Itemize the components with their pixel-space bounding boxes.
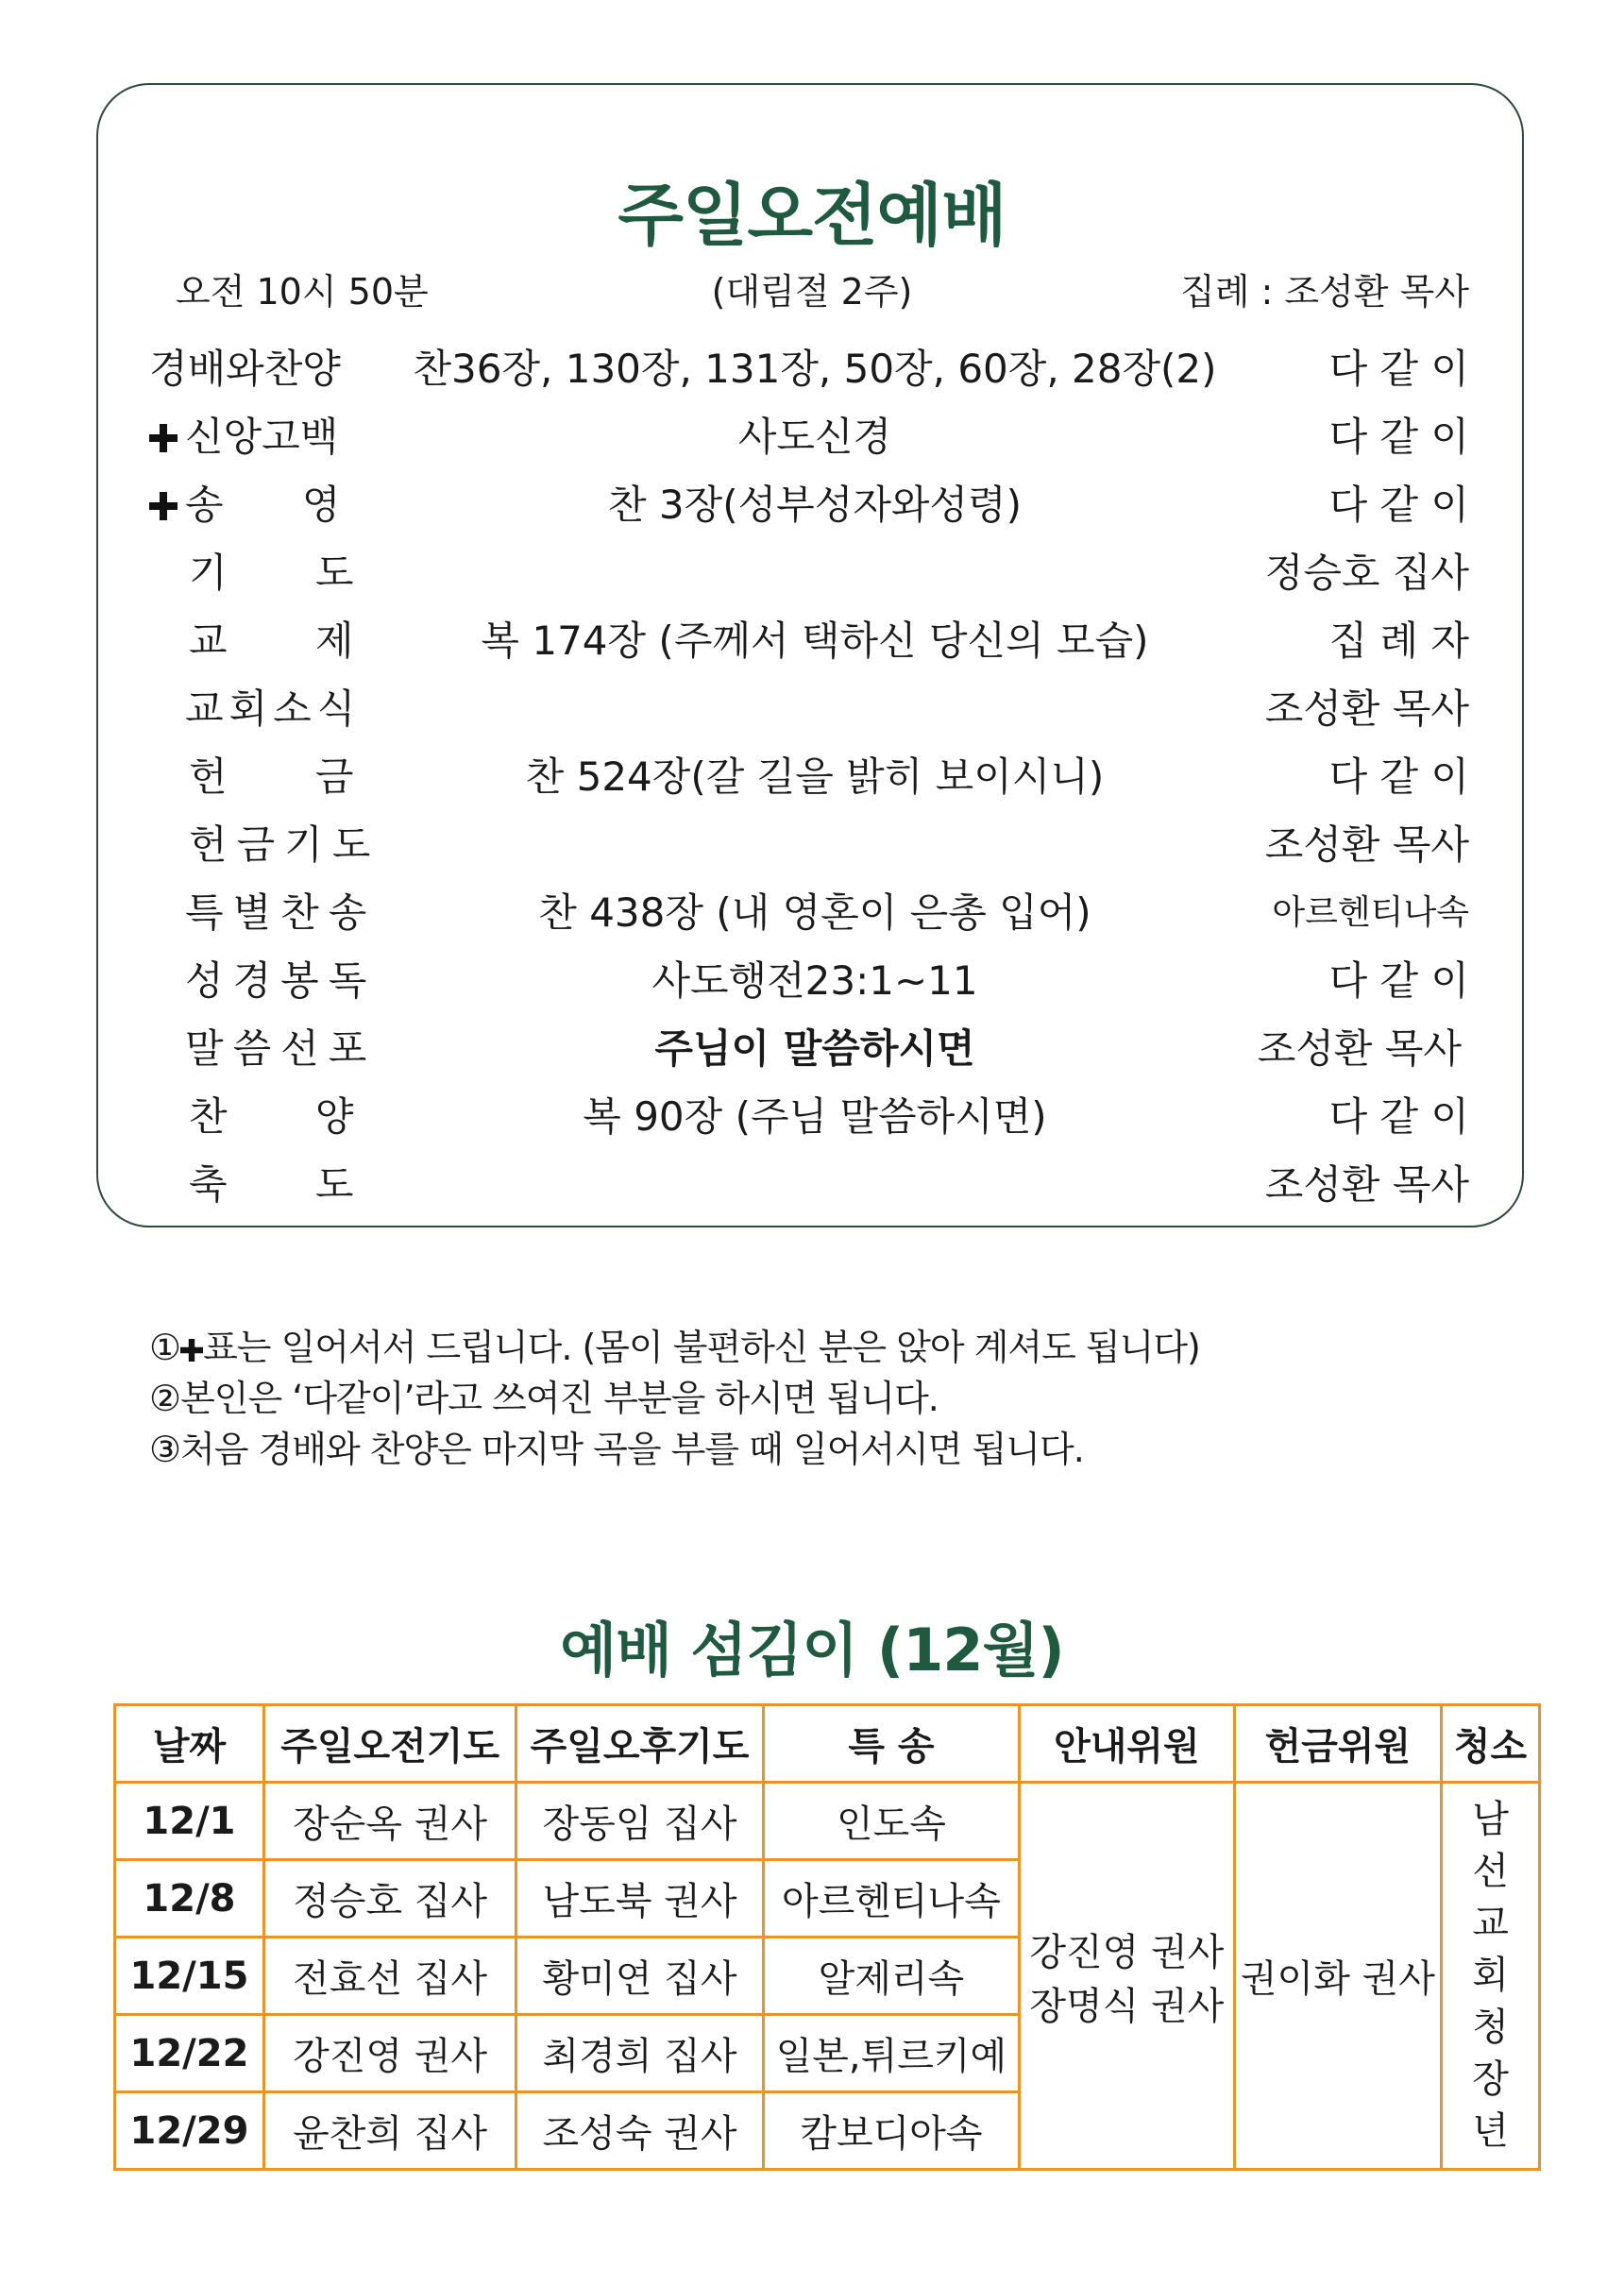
order-item-leader: 다 같 이 bbox=[1328, 753, 1469, 800]
cleaning-char: 청 bbox=[1472, 2006, 1509, 2049]
order-row bbox=[0, 471, 1624, 539]
sermon-title: 주님이 말씀하시면 bbox=[654, 1025, 975, 1072]
cleaning-char: 회 bbox=[1472, 1954, 1509, 1997]
order-item-name: 헌 금 bbox=[189, 753, 354, 800]
order-item-name: 성경봉독 bbox=[185, 957, 377, 1004]
order-row bbox=[0, 1083, 1624, 1151]
order-item-leader: 집 례 자 bbox=[1328, 618, 1469, 664]
header-cleaning: 청소 bbox=[1442, 1705, 1540, 1783]
date-cell: 12/1 bbox=[115, 1783, 264, 1860]
order-item-content: 찬36장, 130장, 131장, 50장, 60장, 28장(2) bbox=[413, 346, 1217, 392]
morning-prayer-cell: 강진영 권사 bbox=[263, 2015, 516, 2092]
note-together: ②본인은 ‘다같이’라고 쓰여진 부분을 하시면 됩니다. bbox=[149, 1378, 939, 1419]
order-row bbox=[0, 947, 1624, 1015]
order-item-name: 신앙고백 bbox=[185, 414, 339, 460]
special-song-cell: 아르헨티나속 bbox=[763, 1860, 1019, 1938]
order-row bbox=[0, 335, 1624, 403]
order-item-name: 찬 양 bbox=[189, 1093, 354, 1140]
order-item-name: 특별찬송 bbox=[185, 889, 377, 936]
header-afternoon-prayer: 주일오후기도 bbox=[516, 1705, 763, 1783]
worship-title: 주일오전예배 bbox=[617, 176, 1007, 255]
order-item-leader: 다 같 이 bbox=[1328, 957, 1469, 1004]
cleaning-char: 교 bbox=[1472, 1902, 1509, 1945]
special-song-cell: 캄보디아속 bbox=[763, 2092, 1019, 2170]
order-row bbox=[0, 403, 1624, 471]
order-item-name: 송 영 bbox=[185, 482, 341, 528]
order-item-leader: 다 같 이 bbox=[1328, 1093, 1469, 1140]
order-item-content: 찬 438장 (내 영혼이 은총 입어) bbox=[538, 889, 1091, 936]
worship-time: 오전 10시 50분 bbox=[176, 271, 429, 313]
order-item-content: 찬 524장(갈 길을 밝히 보이시니) bbox=[525, 753, 1105, 800]
order-row bbox=[0, 811, 1624, 879]
cleaning-char: 년 bbox=[1472, 2109, 1509, 2153]
cleaning-char: 선 bbox=[1472, 1850, 1509, 1893]
schedule-table bbox=[113, 1703, 1541, 2171]
ushers-cell bbox=[1020, 1783, 1235, 2170]
order-row bbox=[0, 879, 1624, 947]
special-song-cell: 일본,튀르키예 bbox=[763, 2015, 1019, 2092]
note-standing: ① 표는 일어서서 드립니다. (몸이 불편하신 분은 앉아 계셔도 됩니다) bbox=[149, 1327, 1200, 1368]
date-cell: 12/8 bbox=[115, 1860, 264, 1938]
order-item-content: 찬 3장(성부성자와성령) bbox=[608, 482, 1022, 528]
cleaning-char: 남 bbox=[1472, 1798, 1509, 1841]
standing-cross-icon bbox=[149, 492, 178, 520]
order-item-leader: 조성환 목사 bbox=[1257, 1025, 1462, 1072]
order-item-name: 축 도 bbox=[189, 1161, 354, 1208]
order-item-name: 말씀선포 bbox=[185, 1025, 377, 1072]
afternoon-prayer-cell: 최경희 집사 bbox=[516, 2015, 763, 2092]
usher-name: 장명식 권사 bbox=[1029, 1984, 1225, 2028]
order-item-leader: 조성환 목사 bbox=[1264, 821, 1469, 868]
header-offering: 헌금위원 bbox=[1234, 1705, 1442, 1783]
afternoon-prayer-cell: 장동임 집사 bbox=[516, 1783, 763, 1860]
order-row bbox=[0, 539, 1624, 607]
morning-prayer-cell: 윤찬희 집사 bbox=[263, 2092, 516, 2170]
order-item-name: 경배와찬양 bbox=[149, 346, 341, 392]
special-song-cell: 인도속 bbox=[763, 1783, 1019, 1860]
order-row bbox=[0, 1015, 1624, 1083]
date-cell: 12/22 bbox=[115, 2015, 264, 2092]
worship-officiant: 집례 : 조성환 목사 bbox=[1180, 271, 1469, 313]
morning-prayer-cell: 정승호 집사 bbox=[263, 1860, 516, 1938]
order-item-content: 사도행전23:1~11 bbox=[651, 957, 978, 1004]
cleaning-char: 장 bbox=[1472, 2057, 1509, 2101]
date-cell: 12/15 bbox=[115, 1938, 264, 2015]
special-song-cell: 알제리속 bbox=[763, 1938, 1019, 2015]
schedule-title: 예배 섬김이 (12월) bbox=[560, 1616, 1064, 1684]
afternoon-prayer-cell: 황미연 집사 bbox=[516, 1938, 763, 2015]
table-row bbox=[115, 1783, 1540, 1860]
usher-name: 강진영 권사 bbox=[1029, 1930, 1225, 1974]
note-praise: ③처음 경배와 찬양은 마지막 곡을 부를 때 일어서시면 됩니다. bbox=[149, 1429, 1084, 1470]
afternoon-prayer-cell: 조성숙 권사 bbox=[516, 2092, 763, 2170]
order-item-content: 복 174장 (주께서 택하신 당신의 모습) bbox=[481, 618, 1149, 664]
order-item-name: 헌금기도 bbox=[189, 821, 381, 868]
offering-name: 권이화 권사 bbox=[1240, 1957, 1435, 2001]
morning-prayer-cell: 전효선 집사 bbox=[263, 1938, 516, 2015]
order-item-content: 복 90장 (주님 말씀하시면) bbox=[583, 1093, 1047, 1140]
header-special-song: 특 송 bbox=[763, 1705, 1019, 1783]
header-ushers: 안내위원 bbox=[1020, 1705, 1235, 1783]
order-item-leader: 조성환 목사 bbox=[1264, 686, 1469, 732]
order-row bbox=[0, 1151, 1624, 1219]
order-item-leader: 정승호 집사 bbox=[1264, 550, 1469, 596]
header-date: 날짜 bbox=[115, 1705, 264, 1783]
order-item-leader: 아르헨티나속 bbox=[1272, 893, 1469, 932]
afternoon-prayer-cell: 남도북 권사 bbox=[516, 1860, 763, 1938]
order-item-leader: 다 같 이 bbox=[1328, 346, 1469, 392]
header-morning-prayer: 주일오전기도 bbox=[263, 1705, 516, 1783]
table-header-row bbox=[115, 1705, 1540, 1783]
worship-season: (대림절 2주) bbox=[711, 271, 913, 313]
order-item-name: 교 제 bbox=[189, 618, 354, 664]
order-item-name: 교회소식 bbox=[185, 686, 362, 732]
order-item-leader: 다 같 이 bbox=[1328, 414, 1469, 460]
standing-cross-icon bbox=[180, 1339, 203, 1362]
order-item-leader: 다 같 이 bbox=[1328, 482, 1469, 528]
offering-cell bbox=[1234, 1783, 1442, 2170]
morning-prayer-cell: 장순옥 권사 bbox=[263, 1783, 516, 1860]
order-item-content: 사도신경 bbox=[737, 414, 892, 460]
date-cell: 12/29 bbox=[115, 2092, 264, 2170]
cleaning-cell bbox=[1442, 1783, 1540, 2170]
order-item-name: 기 도 bbox=[189, 550, 354, 596]
order-row bbox=[0, 675, 1624, 743]
order-row bbox=[0, 743, 1624, 811]
order-item-leader: 조성환 목사 bbox=[1264, 1161, 1469, 1208]
order-row bbox=[0, 607, 1624, 675]
standing-cross-icon bbox=[149, 424, 178, 452]
